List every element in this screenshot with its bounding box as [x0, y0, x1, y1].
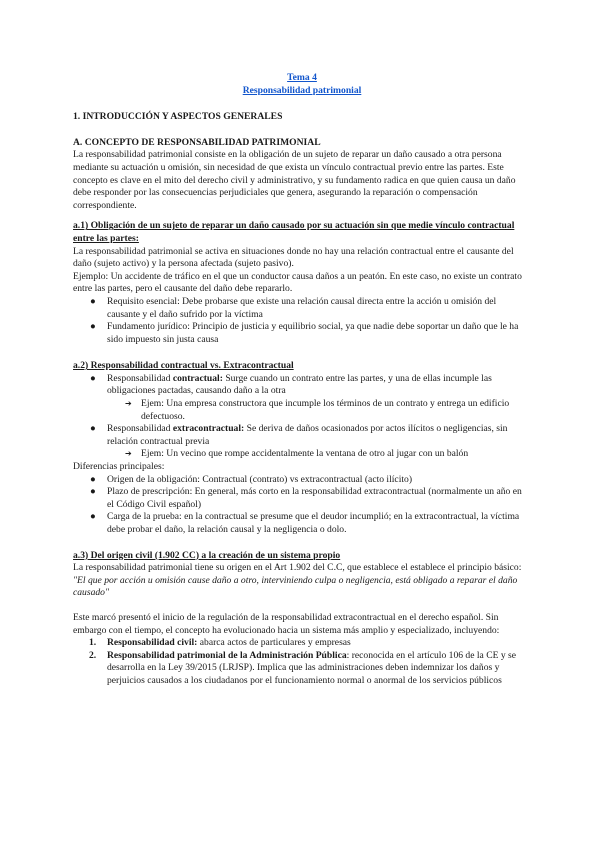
a2-bullet-extracontractual: ● Responsabilidad extracontractual: Se deriva de daños ocasionados por actos ilícitos o negligencias, sin relación contractual previa — [90, 423, 508, 447]
a3-paragraph-2: Este marcó presentó el inicio de la regulación de la responsabilidad extracontractual en el derecho español. Sin embargo con el tiempo, el concepto ha evolucionado hacia un sistema más amplio y especializado, incluyendo: — [73, 611, 500, 636]
bullet-icon: ● — [90, 473, 96, 485]
section-a-paragraph: La responsabilidad patrimonial consiste en la obligación de un sujeto de reparar un daño causado a otra persona mediante su actuación u omisión, sin necesidad de que exista un vínculo contractual previo entre las partes. Este concepto es clave en el mito del derecho civil y administrativo, y su fundamento radica en que quien causa un daño debe responder por las consecuencias perjudiciales que genera, asegurando la reparación o compensación correspondiente. — [73, 149, 516, 211]
numbered-item: 1. Responsabilidad civil: abarca actos de particulares y empresas — [89, 637, 351, 649]
difference-item: ● Plazo de prescripción: En general, más corto en la responsabilidad extracontractual (normalmente un año en el Código Civil español) — [90, 486, 522, 510]
article-quote: "El que por acción u omisión cause daño a otro, interviniendo culpa o negligencia, está obligado a reparar el daño causado" — [73, 574, 518, 599]
title-line-1: Tema 4 — [287, 72, 317, 83]
a2-sub-extracontractual: ➔ Ejem: Un vecino que rompe accidentalmente la ventana de otro al jugar con un balón — [125, 448, 469, 460]
bullet-icon: ● — [90, 511, 96, 523]
bullet-icon: ● — [90, 423, 96, 435]
a1-example: Ejemplo: Un accidente de tráfico en el que un conductor causa daños a un peatón. En este caso, no existe un contrato entre las partes, pero el causante del daño debe repararlo. — [73, 270, 522, 295]
arrow-icon: ➔ — [125, 449, 132, 459]
title-line-2: Responsabilidad patrimonial — [242, 84, 362, 96]
bullet-icon: ● — [90, 295, 96, 307]
bullet-icon: ● — [90, 372, 96, 384]
a2-bullet-contractual: ● Responsabilidad contractual: Surge cuando un contrato entre las partes, y una de ellas incumple las obligaciones pactadas, causando daño a la otra — [90, 372, 492, 397]
document-page — [73, 72, 531, 688]
difference-item: ● Origen de la obligación: Contractual (contrato) vs extracontractual (acto ilícito) — [90, 473, 413, 485]
a2-sub-contractual: ➔ Ejem: Una empresa constructora que incumple los términos de un contrato y entrega un edificio defectuoso. — [125, 398, 510, 422]
differences-heading: Diferencias principales: — [73, 461, 165, 473]
a1-heading: a.1) Obligación de un sujeto de reparar un daño causado por su actuación sin que medie vínculo contractual entre las partes: — [73, 220, 515, 244]
section-1-heading: 1. INTRODUCCIÓN Y ASPECTOS GENERALES — [73, 111, 283, 123]
a1-paragraph: La responsabilidad patrimonial se activa en situaciones donde no hay una relación contractual entre el causante del daño (sujeto activo) y la persona afectada (sujeto pasivo). — [73, 245, 514, 270]
section-a-heading: A. CONCEPTO DE RESPONSABILIDAD PATRIMONIAL — [73, 136, 321, 148]
bullet-icon: ● — [90, 486, 96, 498]
a1-bullet-2: ● Fundamento jurídico: Principio de justicia y equilibrio social, ya que nadie debe soportar un daño que le ha sido impuesto sin justa causa — [90, 321, 519, 345]
a3-heading: a.3) Del origen civil (1.902 CC) a la creación de un sistema propio — [73, 549, 341, 561]
bullet-icon: ● — [90, 321, 96, 333]
difference-item: ● Carga de la prueba: en la contractual se presume que el deudor incumplió; en la extracontractual, la víctima debe probar el daño, la relación causal y la negligencia o dolo. — [90, 511, 520, 535]
a3-paragraph: La responsabilidad patrimonial tiene su origen en el Art 1.902 del C.C, que establece el establece el principio básico: — [73, 562, 522, 574]
arrow-icon: ➔ — [125, 399, 132, 409]
a1-bullet-1: ● Requisito esencial: Debe probarse que existe una relación causal directa entre la acción u omisión del causante y el daño sufrido por la víctima — [90, 295, 497, 320]
numbered-item: 2. Responsabilidad patrimonial de la Administración Pública: reconocida en el artículo 106 de la CE y se desarrolla en la Ley 39/2015 (LRJSP). Implica que las administraciones deben indemnizar los daños y perjuicios causados a los ciudadanos por el funcionamiento normal o anormal de los servicios públicos — [89, 649, 517, 686]
a2-heading: a.2) Responsabilidad contractual vs. Extracontractual — [73, 360, 294, 372]
